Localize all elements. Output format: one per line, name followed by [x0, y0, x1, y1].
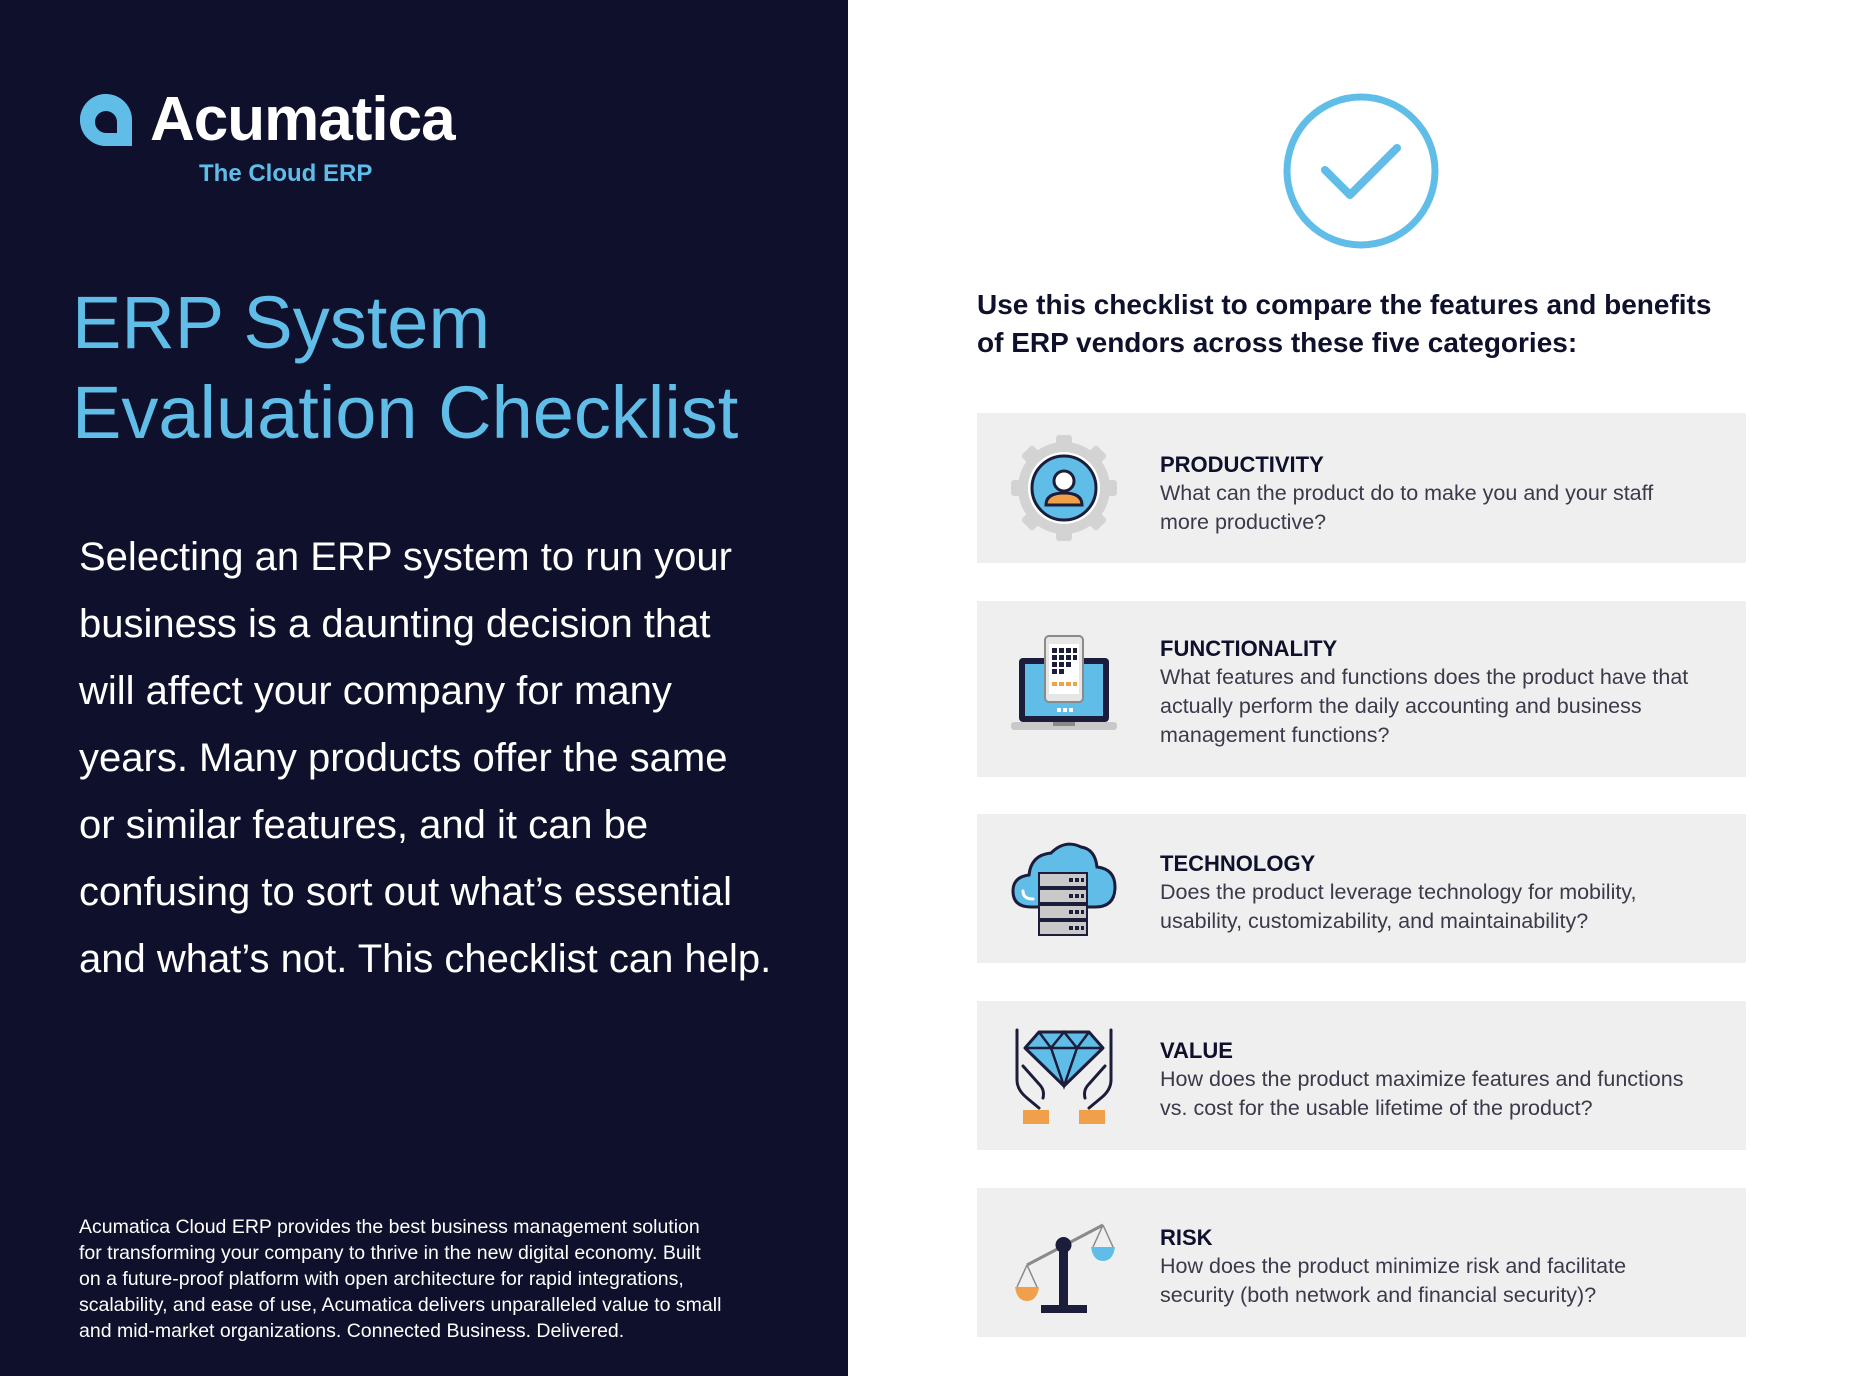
intro-line: confusing to sort out what’s essential — [79, 870, 732, 914]
card-description — [1160, 663, 1688, 750]
check-circle-icon — [1280, 90, 1442, 252]
category-card-value — [977, 1001, 1746, 1150]
cloud-server-icon — [1009, 833, 1119, 943]
about-line: on a future-proof platform with open architecture for rapid integrations, — [79, 1268, 684, 1290]
card-title: PRODUCTIVITY — [1160, 452, 1324, 477]
desc-line: How does the product maximize features and functions — [1160, 1067, 1684, 1091]
intro-line: Selecting an ERP system to run your — [79, 535, 732, 579]
intro-paragraph — [79, 524, 779, 993]
card-title: RISK — [1160, 1225, 1213, 1250]
heading-line: Use this checklist to compare the features and benefits — [977, 289, 1712, 320]
about-paragraph — [79, 1214, 721, 1344]
card-description — [1160, 479, 1653, 537]
category-card-functionality — [977, 601, 1746, 777]
about-line: and mid-market organizations. Connected Business. Delivered. — [79, 1320, 625, 1342]
category-card-risk — [977, 1188, 1746, 1337]
diamond-hands-icon — [1009, 1020, 1119, 1130]
card-description — [1160, 878, 1636, 936]
desc-line: management functions? — [1160, 723, 1390, 747]
title-line: ERP System — [72, 281, 491, 364]
desc-line: Does the product leverage technology for mobility, — [1160, 880, 1637, 904]
about-line: scalability, and ease of use, Acumatica delivers unparalleled value to small — [79, 1294, 722, 1316]
category-card-technology — [977, 814, 1746, 963]
card-text — [1160, 850, 1636, 936]
acumatica-logo-icon — [78, 92, 134, 150]
card-text — [1160, 1224, 1626, 1310]
card-title: TECHNOLOGY — [1160, 851, 1316, 876]
intro-line: business is a daunting decision that — [79, 602, 711, 646]
desc-line: vs. cost for the usable lifetime of the product? — [1160, 1096, 1593, 1120]
desc-line: actually perform the daily accounting and business — [1160, 694, 1642, 718]
desc-line: How does the product minimize risk and facilitate — [1160, 1254, 1627, 1278]
about-line: Acumatica Cloud ERP provides the best business management solution — [79, 1216, 700, 1238]
desc-line: What can the product do to make you and your staff — [1160, 481, 1654, 505]
title-line: Evaluation Checklist — [72, 371, 739, 454]
intro-line: years. Many products offer the same — [79, 736, 728, 780]
gear-person-icon — [1009, 433, 1119, 543]
page-title — [72, 278, 738, 458]
category-card-productivity — [977, 413, 1746, 563]
intro-line: will affect your company for many — [79, 669, 672, 713]
about-line: for transforming your company to thrive in the new digital economy. Built — [79, 1242, 701, 1264]
desc-line: usability, customizability, and maintainability? — [1160, 909, 1589, 933]
balance-scale-icon — [1009, 1207, 1119, 1317]
card-title: VALUE — [1160, 1038, 1233, 1063]
checklist-heading — [977, 286, 1711, 362]
card-description — [1160, 1252, 1626, 1310]
card-text — [1160, 635, 1688, 750]
card-text — [1160, 451, 1653, 537]
heading-line: of ERP vendors across these five categories: — [977, 327, 1578, 358]
intro-line: or similar features, and it can be — [79, 803, 649, 847]
card-description — [1160, 1065, 1683, 1123]
desc-line: more productive? — [1160, 510, 1327, 534]
laptop-phone-icon — [1009, 634, 1119, 744]
desc-line: What features and functions does the product have that — [1160, 665, 1689, 689]
card-text — [1160, 1037, 1683, 1123]
brand-name: Acumatica — [150, 85, 455, 154]
desc-line: security (both network and financial security)? — [1160, 1283, 1597, 1307]
intro-line: and what’s not. This checklist can help. — [79, 937, 772, 981]
brand-tagline: The Cloud ERP — [199, 160, 373, 187]
left-panel — [0, 0, 848, 1376]
card-title: FUNCTIONALITY — [1160, 636, 1338, 661]
